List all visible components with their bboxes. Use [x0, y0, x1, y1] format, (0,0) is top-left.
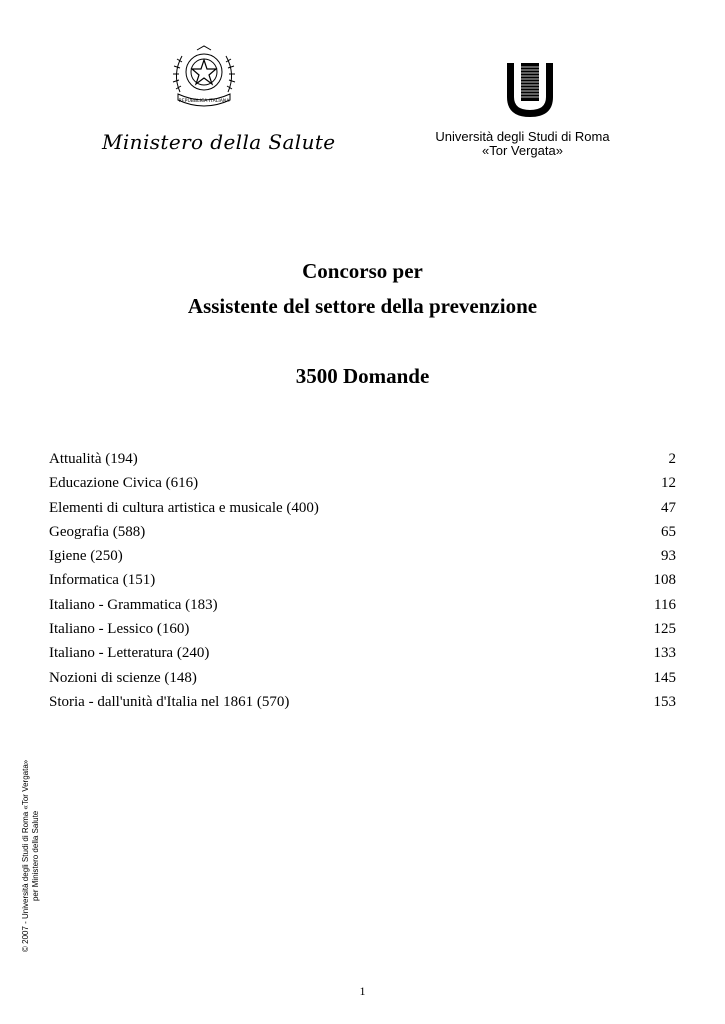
copyright-sidebar: [21, 760, 40, 952]
university-name-line2: «Tor Vergata»: [482, 143, 563, 158]
toc-entry[interactable]: [49, 692, 676, 716]
toc-entry[interactable]: [49, 570, 676, 594]
document-title-line1: Concorso per: [302, 259, 423, 283]
toc-entry-page: 12: [661, 475, 676, 492]
toc-entry-label: Nozioni di scienze (148): [49, 669, 197, 686]
toc-entry-label: Geografia (588): [49, 523, 146, 540]
toc-entry[interactable]: [49, 449, 676, 473]
toc-entry-label: Elementi di cultura artistica e musicale (400): [49, 499, 319, 516]
toc-entry-page: 153: [653, 693, 676, 710]
toc-entry[interactable]: [49, 546, 676, 570]
toc-entry-label: Informatica (151): [49, 572, 156, 589]
toc-entry-page: 93: [661, 548, 676, 565]
university-logo: [505, 61, 555, 119]
toc-entry-label: Educazione Civica (616): [49, 475, 199, 492]
toc-entry-page: 116: [654, 596, 676, 613]
toc-entry-label: Italiano - Grammatica (183): [49, 596, 218, 613]
toc-entry[interactable]: [49, 643, 676, 667]
toc-entry-label: Igiene (250): [49, 548, 123, 565]
toc-entry[interactable]: [49, 668, 676, 692]
toc-entry-label: Attualità (194): [49, 451, 138, 467]
university-name: [415, 130, 630, 158]
emblem-banner-text: REPUBBLICA ITALIANA: [178, 99, 230, 104]
toc-entry-label: Italiano - Lessico (160): [49, 621, 190, 638]
copyright-line1: © 2007 - Università degli Studi di Roma «Tor Vergata»: [21, 759, 30, 952]
copyright-line2: per Ministero della Salute: [30, 810, 40, 902]
ministry-name: Ministero della Salute: [102, 130, 336, 154]
toc-entry-page: 145: [653, 669, 676, 686]
toc-entry-page: 65: [661, 523, 676, 540]
toc-entry-page: 133: [653, 645, 676, 662]
toc-entry-label: Storia - dall'unità d'Italia nel 1861 (570): [49, 693, 290, 710]
document-title-line2: Assistente del settore della prevenzione: [187, 294, 538, 318]
toc-entry-page: 108: [653, 572, 676, 589]
toc-entry[interactable]: [49, 619, 676, 643]
document-subtitle: 3500 Domande: [295, 364, 430, 388]
toc-entry[interactable]: [49, 522, 676, 546]
university-name-line1: Università degli Studi di Roma: [435, 129, 610, 144]
italian-republic-emblem: [168, 44, 240, 110]
toc-entry[interactable]: [49, 473, 676, 497]
toc-entry-page: 2: [668, 451, 676, 467]
toc-entry[interactable]: [49, 595, 676, 619]
table-of-contents: [49, 449, 676, 716]
toc-entry-label: Italiano - Letteratura (240): [49, 645, 210, 662]
toc-entry-page: 47: [661, 499, 676, 516]
toc-entry-page: 125: [653, 621, 676, 638]
toc-entry[interactable]: [49, 498, 676, 522]
page-number: 1: [359, 984, 366, 998]
